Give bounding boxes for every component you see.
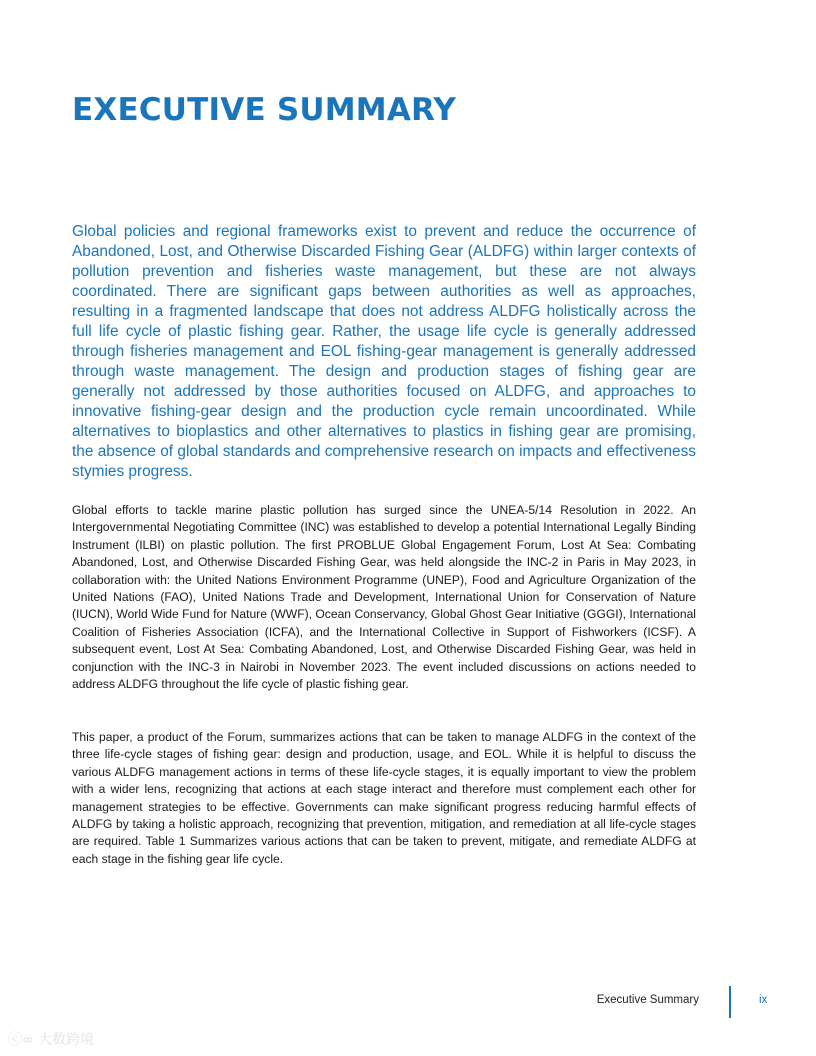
watermark: [8, 1029, 94, 1049]
page-title: EXECUTIVE SUMMARY: [72, 92, 457, 128]
page-number: ix: [759, 994, 768, 1006]
footer-section-label: Executive Summary: [596, 994, 699, 1006]
body-paragraph-2: This paper, a product of the Forum, summarizes actions that can be taken to manage ALDFG in the context of the three life-cycle stages of fishing gear: design and production, usage, and EOL. While it is helpful to discuss the various ALDFG management actions in terms of these life-cycle stages, it is equally important to view the problem with a wider lens, recognizing that actions at each stage interact and therefore must complement each other for management strategies to be effective. Governments can make significant progress reducing harmful effects of ALDFG by taking a holistic approach, recognizing that prevention, mitigation, and remediation at all life-cycle stages are required. Table 1 Summarizes various actions that can be taken to prevent, mitigate, and remediate ALDFG at each stage in the fishing gear life cycle.: [72, 730, 696, 866]
watermark-logo-icon: ⓒ∞: [8, 1032, 39, 1048]
footer-divider: [729, 986, 731, 1018]
body-paragraph-1: Global efforts to tackle marine plastic pollution has surged since the UNEA-5/14 Resolution in 2022. An Intergovernmental Negotiating Committee (INC) was established to develop a potential International Legally Binding Instrument (ILBI) on plastic pollution. The first PROBLUE Global Engagement Forum, Lost At Sea: Combating Abandoned, Lost, and Otherwise Discarded Fishing Gear, was held alongside the INC-2 in Paris in May 2023, in collaboration with: the United Nations Environment Programme (UNEP), Food and Agriculture Organization of the United Nations (FAO), United Nations Trade and Development, International Union for Conservation of Nature (IUCN), World Wide Fund for Nature (WWF), Ocean Conservancy, Global Ghost Gear Initiative (GGGI), International Coalition of Fisheries Association (ICFA), and the International Collective in Support of Fishworkers (ICSF). A subsequent event, Lost At Sea: Combating Abandoned, Lost, and Otherwise Discarded Fishing Gear, was held in conjunction with the INC-3 in Nairobi in November 2023. The event included discussions on actions needed to address ALDFG throughout the life cycle of plastic fishing gear.: [72, 503, 696, 692]
lead-paragraph: Global policies and regional frameworks exist to prevent and reduce the occurrence of Abandoned, Lost, and Otherwise Discarded Fishing Gear (ALDFG) within larger contexts of pollution prevention and fisheries waste management, but these are not always coordinated. There are significant gaps between authorities as well as approaches, resulting in a fragmented landscape that does not address ALDFG holistically across the full life cycle of plastic fishing gear. Rather, the usage life cycle is generally addressed through fisheries management and EOL fishing-gear management is generally addressed through waste management. The design and production stages of fishing gear are generally not addressed by those authorities focused on ALDFG, and approaches to innovative fishing-gear design and the production cycle remain uncoordinated. While alternatives to bioplastics and other alternatives to plastics in fishing gear are promising, the absence of global standards and comprehensive research on impacts and effectiveness stymies progress.: [72, 223, 696, 480]
watermark-text: 大数跨境: [38, 1032, 95, 1048]
